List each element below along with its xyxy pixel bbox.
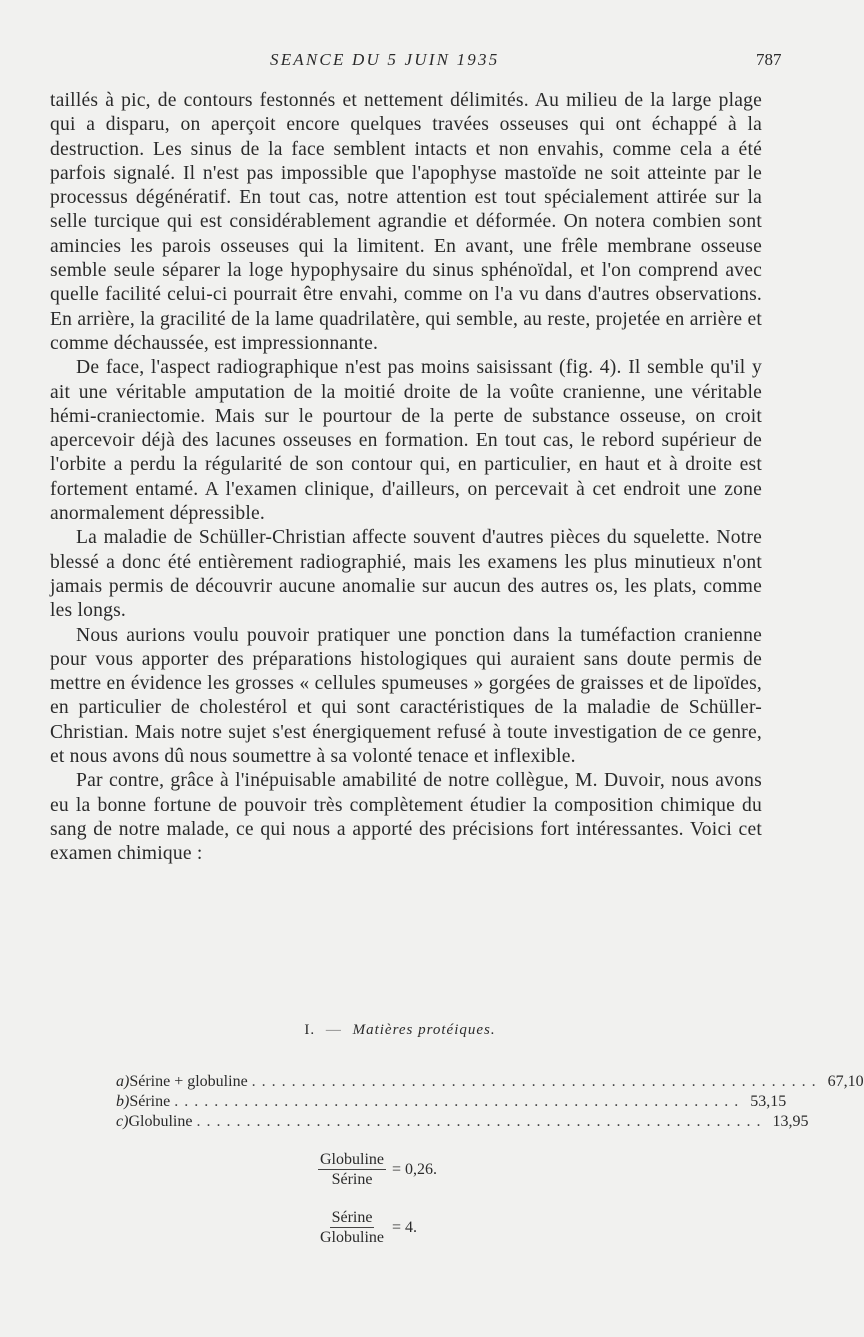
result-value: 53,15 — [750, 1093, 787, 1110]
running-title: SEANCE DU 5 JUIN 1935 — [270, 50, 500, 69]
body-text — [50, 89, 762, 867]
paragraph: De face, l'aspect radiographique n'est pas moins saisissant (fig. 4). Il semble qu'il y ait une véritable amputation de la moitié droite de la voûte cranienne, une véritable hémi-craniectomie. Mais sur le pourtour de la perte de substance osseuse, on croit apercevoir déjà des lacunes osseuses en formation. En tout cas, le rebord supérieur de l'orbite a perdu la régularité de son contour qui, en particulier, en haut et à droite est fortement entamé. A l'examen clinique, d'ailleurs, on percevait à cet endroit une zone anormalement dépressible. — [50, 357, 762, 525]
paragraph: Par contre, grâce à l'inépuisable amabilité de notre collègue, M. Duvoir, nous avons eu la bonne fortune de pouvoir très complètement étudier la composition chimique du sang de notre malade, ce qui nous a apporté des précisions fort intéressantes. Voici cet examen chimique : — [50, 770, 762, 865]
fraction-denominator: Sérine — [331, 1171, 373, 1188]
fraction — [318, 1150, 386, 1189]
dot-leader: ......................................................... — [251, 1073, 822, 1090]
fraction-numerator: Globuline — [320, 1151, 384, 1168]
ratio-result: = 0,26. — [392, 1160, 438, 1178]
result-row — [116, 1113, 809, 1133]
paragraph: Nous aurions voulu pouvoir pratiquer une ponction dans la tuméfaction cranienne pour vous apporter des préparations histologiques qui auraient sans doute permis de mettre en évidence les grosses « cellules spumeuses » gorgées de graisses et de lipoïdes, en particulier de cholestérol et qui sont caractéristiques de la maladie de Schüller-Christian. Mais notre sujet s'est énergiquement refusé à toute investigation de ce genre, et nous avons dû nous soumettre à sa volonté tenace et inflexible. — [50, 624, 762, 768]
dot-leader: ......................................................... — [196, 1113, 767, 1130]
result-value: 13,95 — [772, 1113, 809, 1130]
fraction-numerator: Sérine — [331, 1209, 373, 1226]
results-list — [116, 1073, 864, 1133]
fraction-denominator: Globuline — [320, 1229, 384, 1246]
result-letter: c) — [116, 1113, 129, 1130]
section-dash: — — [325, 1022, 342, 1038]
result-label: Sérine — [129, 1093, 171, 1110]
paragraph: La maladie de Schüller-Christian affecte souvent d'autres pièces du squelette. Notre blessé a donc été entièrement radiographié, mais les examens les plus minutieux n'ont jamais permis de découvrir aucune anomalie sur aucun des autres os, les plats, comme les longs. — [50, 527, 762, 622]
section-number: I. — [304, 1022, 316, 1038]
result-letter: a) — [116, 1073, 130, 1090]
result-row — [116, 1093, 787, 1113]
ratio-globuline-serine — [318, 1150, 437, 1189]
result-label: Sérine + globuline — [129, 1073, 248, 1090]
result-row — [116, 1073, 864, 1093]
result-label: Globuline — [128, 1113, 193, 1130]
result-value: 67,10 — [827, 1073, 864, 1090]
page-header — [0, 50, 800, 76]
page-number: 787 — [756, 50, 782, 69]
section-title: Matières protéiques. — [352, 1022, 496, 1038]
section-heading — [0, 1022, 800, 1039]
result-letter: b) — [116, 1093, 130, 1110]
paragraph: taillés à pic, de contours festonnés et nettement délimités. Au milieu de la large plage qui a disparu, on aperçoit encore quelques travées osseuses qui ont échappé à la destruction. Les sinus de la face semblent intacts et non envahis, comme cela a été parfois signalé. Il n'est pas impossible que l'apophyse mastoïde ne soit atteinte par le processus dégénératif. En tout cas, notre attention est tout spécialement attirée sur la selle turcique qui est considérablement agrandie et déformée. On notera combien sont amincies les parois osseuses qui la limitent. En avant, une frêle membrane osseuse semble seule séparer la loge hypophysaire du sinus sphénoïdal, et l'on comprend avec quelle facilité celui-ci pourrait être envahi, comme on l'a vu dans d'autres observations. En arrière, la gracilité de la lame quadrilatère, qui semble, au reste, projetée en arrière et comme déchaussée, est impressionnante. — [50, 90, 762, 354]
dot-leader: ......................................................... — [174, 1093, 745, 1110]
fraction — [318, 1208, 386, 1247]
ratio-serine-globuline — [318, 1208, 417, 1247]
ratio-result: = 4. — [392, 1218, 418, 1236]
